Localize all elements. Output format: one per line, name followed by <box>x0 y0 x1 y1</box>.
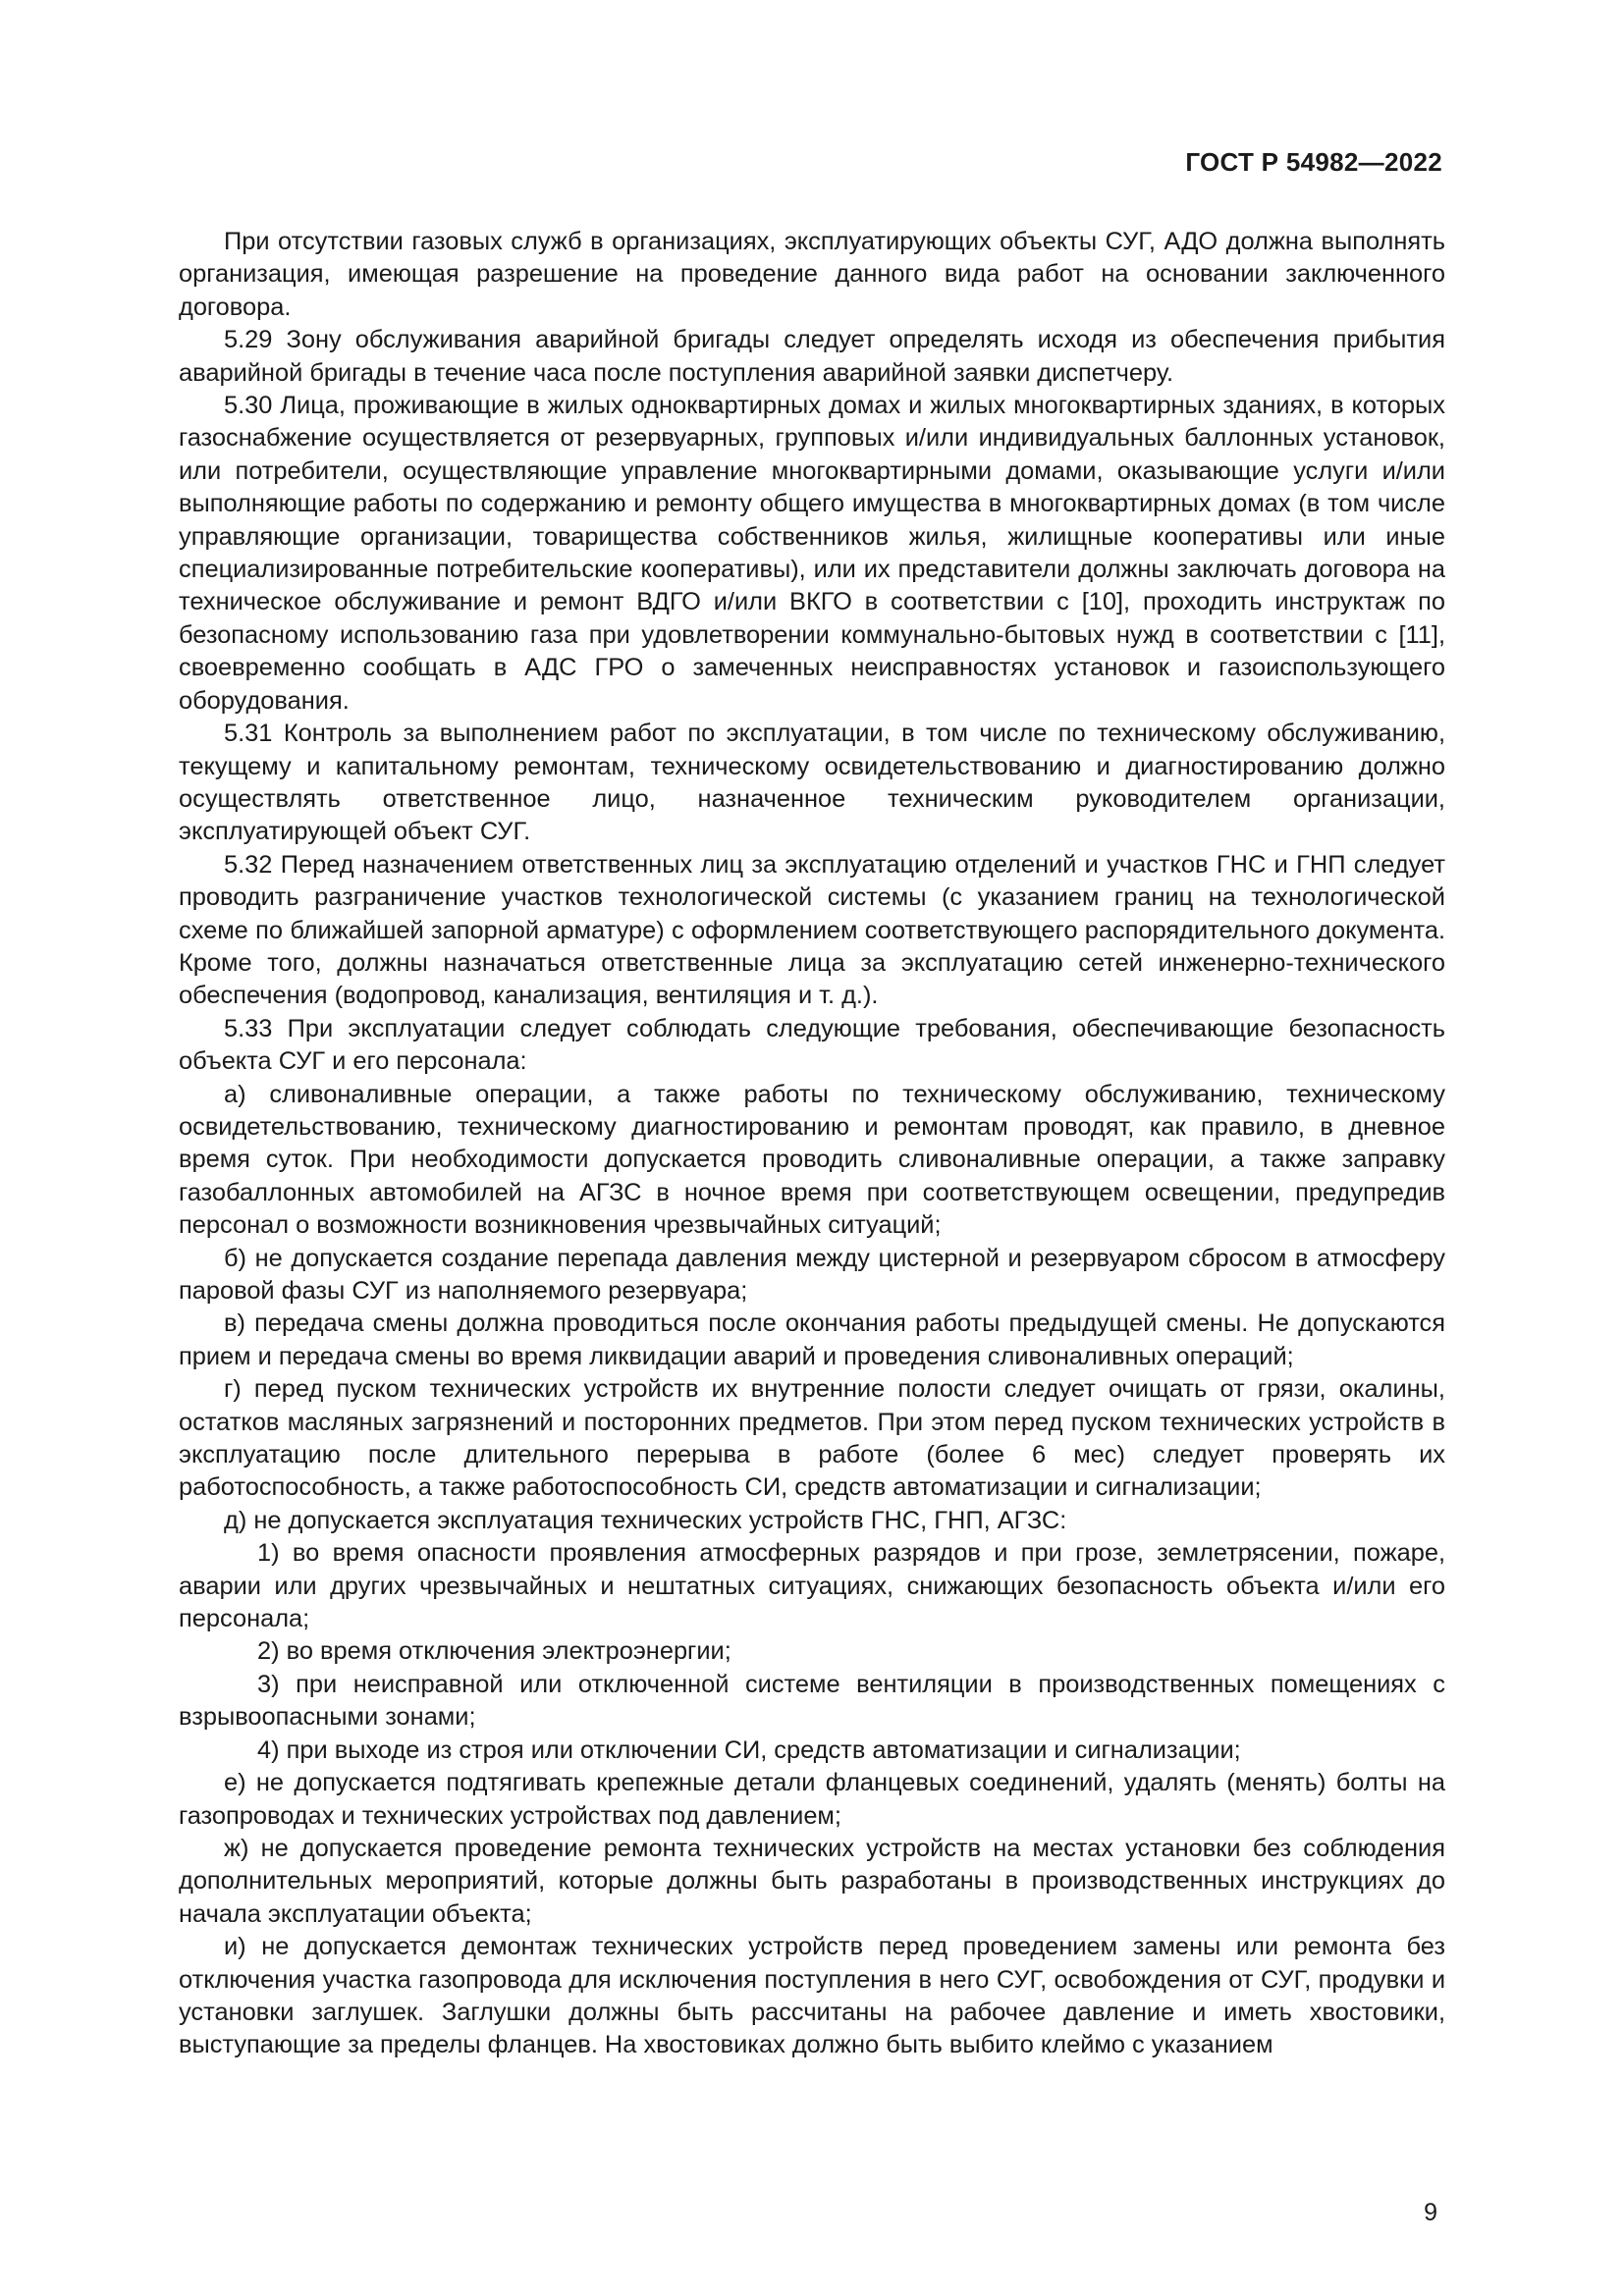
sublist-item-1: 1) во время опасности проявления атмосферных разрядов и при грозе, землетрясении, пожаре, аварии или других чрезвычайных и нештатных ситуациях, снижающих безопасность объекта и/или его персонала; <box>179 1539 1445 1633</box>
sublist-item-4: 4) при выходе из строя или отключении СИ, средств автоматизации и сигнализации; <box>257 1735 1241 1764</box>
paragraph-ado-organization: При отсутствии газовых служб в организациях, эксплуатирующих объекты СУГ, АДО должна выполнять организация, имеющая разрешение на проведение данного вида работ на основании заключенного договора. <box>179 228 1445 321</box>
clause-5-33: 5.33 При эксплуатации следует соблюдать следующие требования, обеспечивающие безопасность объекта СУГ и его персонала: <box>179 1014 1445 1076</box>
document-standard-number: ГОСТ Р 54982—2022 <box>1185 147 1442 177</box>
list-item-a: а) сливоналивные операции, а также работы по техническому обслуживанию, техническому освидетельствованию, техническому диагностированию и ремонтам проводят, как правило, в дневное время суток. При необходимости допускается проводить сливоналивные операции, а также заправку газобаллонных автомобилей на АГЗС в ночное время при соответствующем освещении, предупредив персонал о возможности возникновения чрезвычайных ситуаций; <box>179 1080 1445 1240</box>
document-body <box>179 226 1445 2062</box>
sublist-item-3: 3) при неисправной или отключенной системе вентиляции в производственных помещениях с взрывоопасными зонами; <box>179 1670 1445 1732</box>
list-item-i: и) не допускается демонтаж технических устройств перед проведением замены или ремонта без отключения участка газопровода для исключения поступления в него СУГ, освобождения от СУГ, продувки и установки заглушек. Заглушки должны быть рассчитаны на рабочее давление и иметь хвостовики, выступающие за пределы фланцев. На хвостовиках должно быть выбито клеймо с указанием <box>179 1933 1445 2059</box>
list-item-g: г) перед пуском технических устройств их внутренние полости следует очищать от грязи, окалины, остатков масляных загрязнений и посторонних предметов. При этом перед пуском технических устройств в эксплуатацию после длительного перерыва в работе (более 6 мес) следует проверять их работоспособность, а также работоспособность СИ, средств автоматизации и сигнализации; <box>179 1375 1445 1502</box>
page-number: 9 <box>1424 2199 1437 2226</box>
list-item-d: д) не допускается эксплуатация технических устройств ГНС, ГНП, АГЗС: <box>224 1506 1067 1534</box>
list-item-v: в) передача смены должна проводиться после окончания работы предыдущей смены. Не допускаются прием и передача смены во время ликвидации аварий и проведения сливоналивных операций; <box>179 1309 1445 1370</box>
clause-5-32: 5.32 Перед назначением ответственных лиц за эксплуатацию отделений и участков ГНС и ГНП следует проводить разграничение участков технологической системы (с указанием границ на технологической схеме по ближайшей запорной арматуре) с оформлением соответствующего распорядительного документа. Кроме того, должны назначаться ответственные лица за эксплуатацию сетей инженерно-технического обеспечения (водопровод, канализация, вентиляция и т. д.). <box>179 850 1445 1010</box>
list-item-b: б) не допускается создание перепада давления между цистерной и резервуаром сбросом в атмосферу паровой фазы СУГ из наполняемого резервуара; <box>179 1244 1445 1305</box>
clause-5-29: 5.29 Зону обслуживания аварийной бригады следует определять исходя из обеспечения прибытия аварийной бригады в течение часа после поступления аварийной заявки диспетчеру. <box>179 326 1445 387</box>
clause-5-31: 5.31 Контроль за выполнением работ по эксплуатации, в том числе по техническому обслуживанию, текущему и капитальному ремонтам, техническому освидетельствованию и диагностированию должно осуществлять ответственное лицо, назначенное техническим руководителем организации, эксплуатирующей объект СУГ. <box>179 720 1445 846</box>
sublist-item-2: 2) во время отключения электроэнергии; <box>257 1637 731 1666</box>
clause-5-30: 5.30 Лица, проживающие в жилых одноквартирных домах и жилых многоквартирных зданиях, в которых газоснабжение осуществляется от резервуарных, групповых и/или индивидуальных баллонных установок, или потребители, осуществляющие управление многоквартирными домами, оказывающие услуги и/или выполняющие работы по содержанию и ремонту общего имущества в многоквартирных домах (в том числе управляющие организации, товарищества собственников жилья, жилищные кооперативы или иные специализированные потребительские кооперативы), или их представители должны заключать договора на техническое обслуживание и ремонт ВДГО и/или ВКГО в соответствии с [10], проходить инструктаж по безопасному использованию газа при удовлетворении коммунально-бытовых нужд в соответствии с [11], своевременно сообщать в АДС ГРО о замеченных неисправностях установок и газоиспользующего оборудования. <box>179 392 1445 715</box>
list-item-zh: ж) не допускается проведение ремонта технических устройств на местах установки без соблюдения дополнительных мероприятий, которые должны быть разработаны в производственных инструкциях до начала эксплуатации объекта; <box>179 1834 1445 1928</box>
list-item-e: е) не допускается подтягивать крепежные детали фланцевых соединений, удалять (менять) болты на газопроводах и технических устройствах под давлением; <box>179 1769 1445 1830</box>
